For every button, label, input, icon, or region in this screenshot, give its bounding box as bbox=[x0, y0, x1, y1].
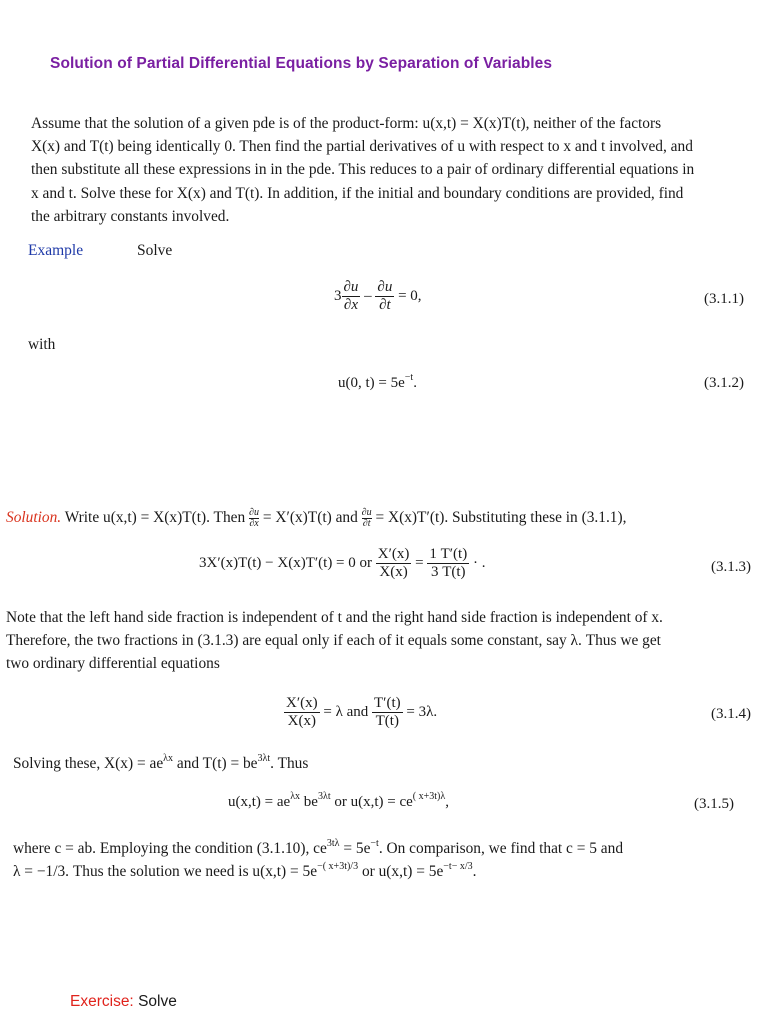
lambda-line: λ = −1/3. Thus the solution we need is $u(x,t) = 5e^{-( x+3t)/3}$ or $u(x,t) = 5e^{-t- x/3}$. bbox=[13, 861, 477, 880]
note-line: two ordinary differential equations bbox=[6, 655, 220, 673]
equation-number: (3.1.4) bbox=[711, 706, 751, 722]
exercise-line bbox=[70, 993, 177, 1011]
solution-line: Solution. Write u(x,t) = X(x)T(t). Then $\frac{\partial u}{\partial x}$ = X′(x)T(t) and $\frac{\partial u}{\partial t}$ = X(x)T′(t). Substituting these in (3.1.1), bbox=[6, 506, 627, 529]
equation-3-1-3: 3X′(x)T(t) − X(x)T′(t) = 0 or $\frac{X'(x)}{X(x)}$ = $\frac{1 T'(t)}{3 T(t)}$ · . bbox=[199, 546, 486, 580]
note-paragraph bbox=[6, 606, 663, 676]
equation-number: (3.1.1) bbox=[704, 291, 744, 307]
with-label: with bbox=[28, 336, 56, 353]
intro-line: then substitute all these expressions in in the pde. This reduces to a pair of ordinary differential equations in bbox=[31, 161, 695, 179]
page-title: Solution of Partial Differential Equations by Separation of Variables bbox=[50, 55, 553, 72]
intro-line: the arbitrary constants involved. bbox=[31, 207, 230, 225]
exercise-text: Solve bbox=[138, 993, 177, 1010]
note-line: Therefore, the two fractions in (3.1.3) are equal only if each of it equals some constant, say λ. Thus we get bbox=[6, 632, 661, 650]
fraction: $\frac{\partial u}{\partial x}$ bbox=[343, 279, 359, 313]
intro-line: X(x) and T(t) being identically 0. Then find the partial derivatives of u with respect to x and t involved, and bbox=[31, 138, 693, 156]
equation-3-1-2: u(0, $t) = 5e^{-t}$. bbox=[338, 372, 417, 391]
note-line: Note that the left hand side fraction is independent of t and the right hand side fraction is independent of x. bbox=[6, 609, 663, 626]
example-label: Example bbox=[28, 242, 84, 259]
intro-paragraph bbox=[31, 112, 694, 228]
intro-line: x and t. Solve these for X(x) and T(t). In addition, if the initial and boundary conditions are provided, find bbox=[31, 184, 684, 202]
intro-line: Assume that the solution of a given pde is of the product-form: u(x,t) = X(x)T(t), neither of the factors bbox=[31, 115, 662, 132]
equation-number: (3.1.3) bbox=[711, 559, 751, 575]
exercise-label: Exercise: bbox=[70, 993, 134, 1010]
fraction: $\frac{\partial u}{\partial t}$ bbox=[377, 279, 393, 313]
equation-number: (3.1.5) bbox=[694, 796, 734, 812]
where-line: where c = ab. Employing the condition (3.1.10), $ce^{3t\lambda} = 5e^{-t}$. On comparison, we find that c = 5 and bbox=[13, 838, 624, 857]
equation-number: (3.1.2) bbox=[704, 375, 744, 391]
equation-3-1-4: $\frac{X'(x)}{X(x)}$ = λ and $\frac{T'(t)}{T(t)}$ = 3λ. bbox=[286, 695, 438, 729]
solution-label: Solution. bbox=[6, 509, 62, 526]
equation-3-1-5: $u(x,t) = ae^{\lambda x}$ $be^{3\lambda t}$ or $u(x,t) = ce^{( x+3t)\lambda}$, bbox=[228, 791, 449, 810]
equation-3-1-1: 3 $\frac{\partial u}{\partial x}$ – $\frac{\partial u}{\partial t}$ = 0, bbox=[334, 279, 422, 313]
solve-label: Solve bbox=[137, 242, 173, 259]
solving-line: Solving these, $X(x) = ae^{\lambda x}$ and $T(t) = be^{3\lambda t}$. Thus bbox=[13, 753, 309, 772]
